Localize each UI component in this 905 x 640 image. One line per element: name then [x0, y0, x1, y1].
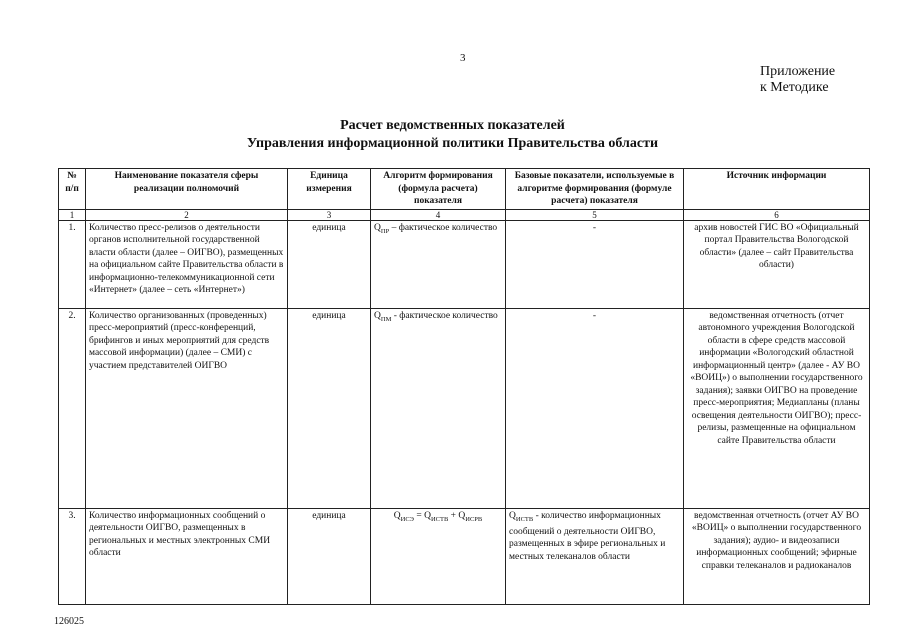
- column-number: 2: [86, 209, 288, 220]
- algorithm-subscript: ПР: [380, 227, 390, 235]
- annex-note: [760, 64, 880, 96]
- algorithm-symbol: Q: [374, 310, 381, 321]
- formula-subscript: ИСРВ: [465, 515, 483, 523]
- base-subscript: ИСТВ: [515, 515, 534, 523]
- unit-of-measure: единица: [288, 308, 371, 508]
- formula-subscript: ИСЭ: [400, 515, 414, 523]
- row-number: 2.: [59, 308, 86, 508]
- header-base: Базовые показатели, используемые в алгоритме формирования (формуле расчета) показателя: [506, 169, 684, 210]
- header-name: Наименование показателя сферы реализации полномочий: [86, 169, 288, 210]
- annex-line-1: Приложение: [760, 64, 836, 79]
- formula-symbol: Q: [458, 510, 466, 521]
- annex-line-2: к Методике: [760, 80, 829, 95]
- column-number-row: [59, 209, 870, 220]
- header-algorithm: Алгоритм формирования (формула расчета) показателя: [371, 169, 506, 210]
- base-indicators: -: [506, 220, 684, 308]
- information-source: архив новостей ГИС ВО «Официальный портал Правительства Вологодской области» (далее – сайт Правительства области): [684, 220, 870, 308]
- formula-plus: +: [448, 510, 459, 521]
- formula-symbol: Q: [393, 510, 401, 521]
- indicator-name: Количество организованных (проведенных) пресс-мероприятий (пресс-конференций, брифингов и иных мероприятий для средств массовой информации) (далее – СМИ) с участием представителей ОИГВО: [86, 308, 288, 508]
- formula-subscript: ИСТВ: [430, 515, 449, 523]
- indicator-name: Количество информационных сообщений о деятельности ОИГВО, размещенных в региональных и местных электронных СМИ области: [86, 508, 288, 604]
- formula-symbol: Q: [424, 510, 431, 521]
- row-number: 1.: [59, 220, 86, 308]
- row-number: 3.: [59, 508, 86, 604]
- base-indicators: [506, 508, 684, 604]
- formula-equals: =: [413, 510, 425, 521]
- unit-of-measure: единица: [288, 220, 371, 308]
- algorithm-cell: [371, 308, 506, 508]
- algorithm-text: – фактическое количество: [389, 222, 498, 233]
- column-number: 1: [59, 209, 86, 220]
- algorithm-cell: [371, 220, 506, 308]
- algorithm-formula: [371, 508, 506, 604]
- algorithm-text: - фактическое количество: [391, 310, 498, 321]
- unit-of-measure: единица: [288, 508, 371, 604]
- document-subtitle: Управления информационной политики Правительства области: [246, 136, 659, 151]
- table-row: [59, 220, 870, 308]
- information-source: ведомственная отчетность (отчет автономного учреждения Вологодской области в сфере средств массовой информации «Вологодский областной информационный центр» (далее - АУ ВО «ВОИЦ») о выполнении государственного задания); заявки ОИГВО на проведение пресс-мероприятия; Медиапланы (планы освещения деятельности ОИГВО); пресс-релизы, размещенные на официальном сайте Правительства области: [684, 308, 870, 508]
- base-indicators: -: [506, 308, 684, 508]
- header-no: № п/п: [59, 169, 86, 210]
- header-unit: Единица измерения: [288, 169, 371, 210]
- table-row: [59, 308, 870, 508]
- header-source: Источник информации: [684, 169, 870, 210]
- page-number: 3: [460, 52, 466, 64]
- document-title: Расчет ведомственных показателей: [340, 118, 565, 133]
- algorithm-subscript: ПМ: [380, 315, 392, 323]
- footer-code: 126025: [54, 616, 84, 627]
- table-header-row: [59, 169, 870, 210]
- algorithm-symbol: Q: [374, 222, 381, 233]
- base-text: - количество информационных сообщений о деятельности ОИГВО, размещенных в эфире региональных и местных телеканалов области: [509, 510, 666, 562]
- column-number: 5: [506, 209, 684, 220]
- indicators-table: [58, 168, 870, 605]
- base-symbol: Q: [509, 510, 516, 521]
- column-number: 6: [684, 209, 870, 220]
- column-number: 4: [371, 209, 506, 220]
- table-row: [59, 508, 870, 604]
- information-source: ведомственная отчетность (отчет АУ ВО «ВОИЦ» о выполнении государственного задания); аудио- и видеозаписи информационных сообщений; эфирные справки телеканалов и радиоканалов: [684, 508, 870, 604]
- indicator-name: Количество пресс-релизов о деятельности органов исполнительной государственной власти области (далее – ОИГВО), размещенных на официальном сайте Правительства области в информационно-телекоммуникационной сети «Интернет» (далее – сеть «Интернет»): [86, 220, 288, 308]
- column-number: 3: [288, 209, 371, 220]
